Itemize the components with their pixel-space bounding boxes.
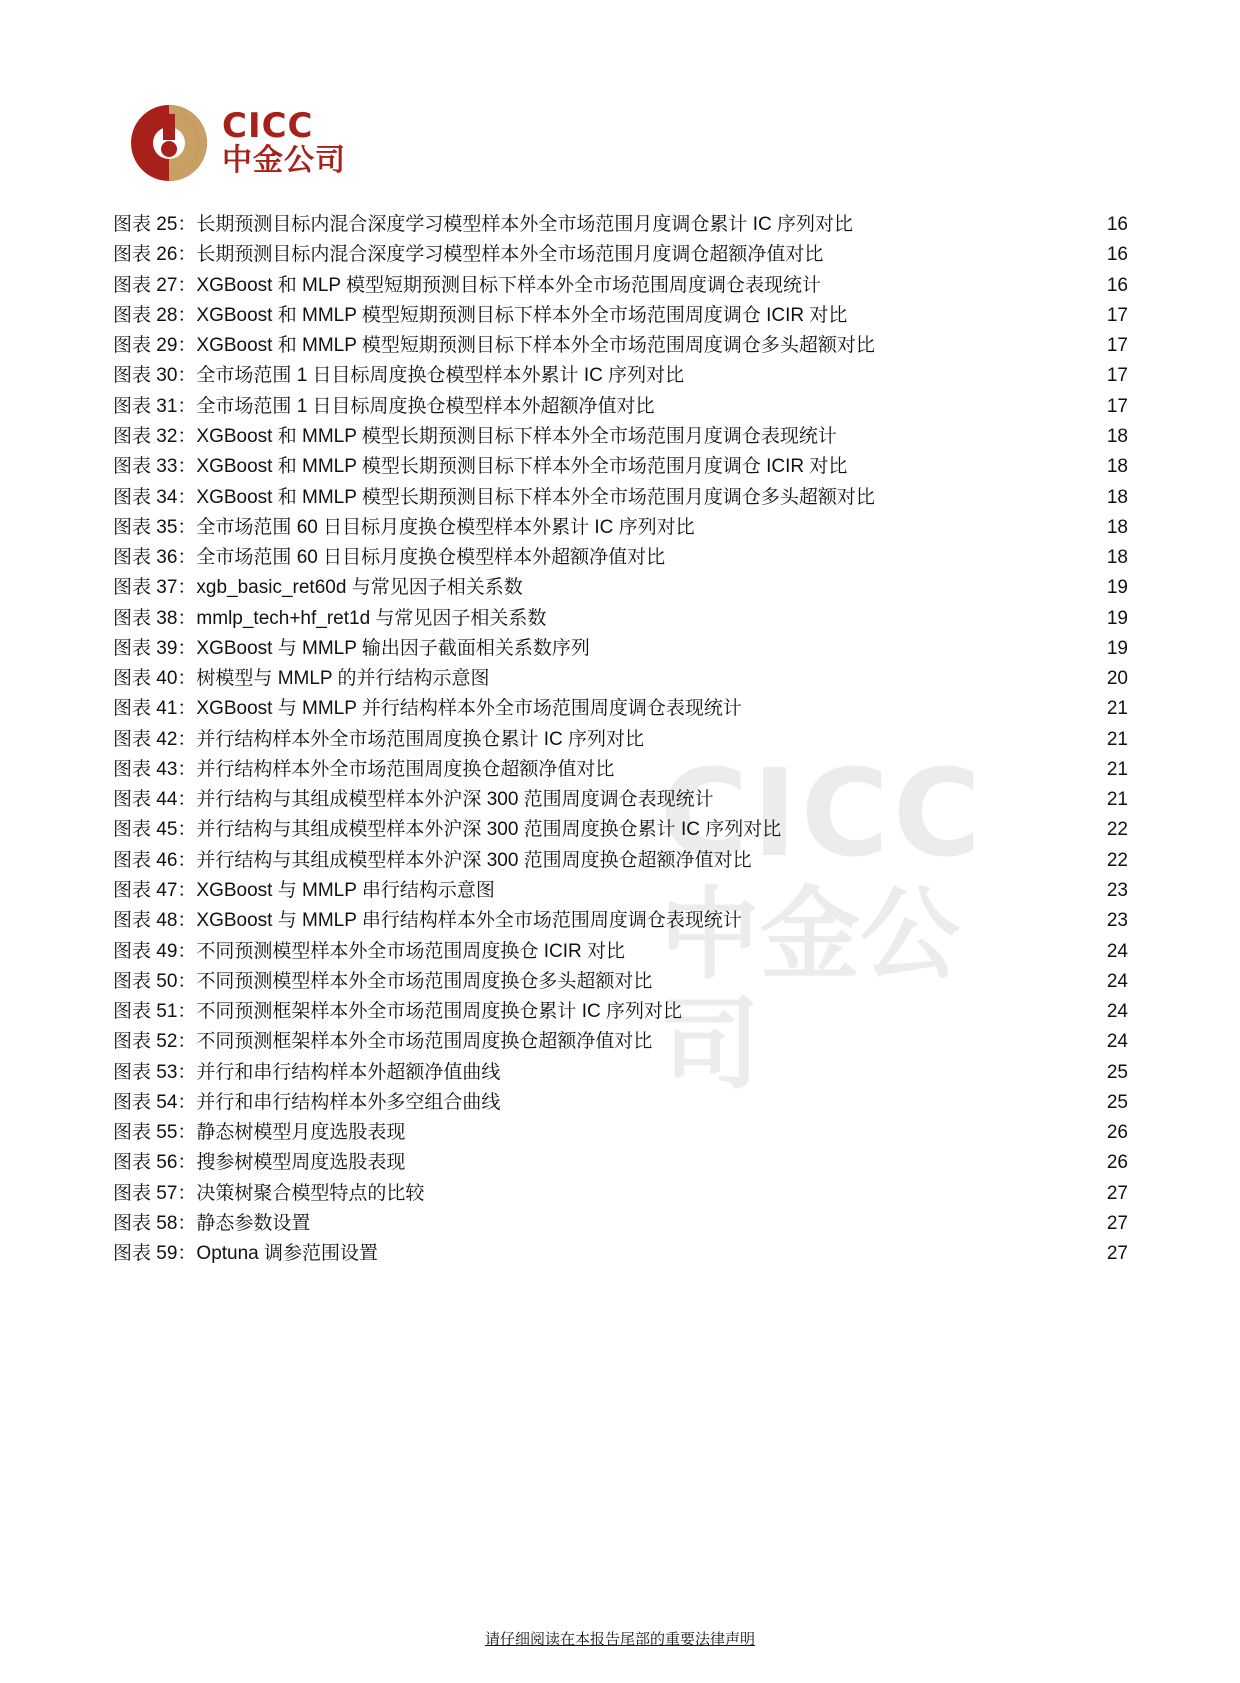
toc-entry[interactable] xyxy=(113,876,1128,906)
toc-entry-page: 24 xyxy=(1106,940,1128,962)
toc-entry-page: 17 xyxy=(1106,335,1128,357)
toc-entry-page: 25 xyxy=(1106,1091,1128,1113)
toc-entry-title[interactable]: 图表 44：并行结构与其组成模型样本外沪深 300 范围周度调仓表现统计 xyxy=(113,789,714,811)
toc-entry[interactable] xyxy=(113,573,1128,603)
footer xyxy=(0,1628,1240,1649)
toc-entry-title[interactable]: 图表 34：XGBoost 和 MMLP 模型长期预测目标下样本外全市场范围月度调仓多头超额对比 xyxy=(113,486,875,508)
logo-text-en: CICC xyxy=(222,106,314,146)
toc-entry[interactable] xyxy=(113,1027,1128,1057)
toc-entry-page: 26 xyxy=(1106,1152,1128,1174)
toc-entry[interactable] xyxy=(113,664,1128,694)
toc-entry-page: 16 xyxy=(1106,244,1128,266)
toc-entry-title[interactable]: 图表 32：XGBoost 和 MMLP 模型长期预测目标下样本外全市场范围月度调仓表现统计 xyxy=(113,425,837,447)
toc-entry[interactable] xyxy=(113,301,1128,331)
toc-entry-page: 24 xyxy=(1106,970,1128,992)
toc-entry-title[interactable]: 图表 31：全市场范围 1 日目标周度换仓模型样本外超额净值对比 xyxy=(113,395,655,417)
cicc-logo xyxy=(130,104,360,186)
toc-entry-title[interactable]: 图表 58：静态参数设置 xyxy=(113,1212,311,1234)
toc-entry-title[interactable]: 图表 25：长期预测目标内混合深度学习模型样本外全市场范围月度调仓累计 IC 序列对比 xyxy=(113,214,853,236)
toc-entry[interactable] xyxy=(113,846,1128,876)
toc-entry-page: 17 xyxy=(1106,365,1128,387)
toc-entry-page: 19 xyxy=(1106,607,1128,629)
toc-entry-title[interactable]: 图表 40：树模型与 MMLP 的并行结构示意图 xyxy=(113,668,490,690)
toc-entry-title[interactable]: 图表 51：不同预测框架样本外全市场范围周度换仓累计 IC 序列对比 xyxy=(113,1001,682,1023)
toc-entry[interactable] xyxy=(113,210,1128,240)
toc-entry-title[interactable]: 图表 33：XGBoost 和 MMLP 模型长期预测目标下样本外全市场范围月度调仓 ICIR 对比 xyxy=(113,456,848,478)
toc-entry-title[interactable]: 图表 50：不同预测模型样本外全市场范围周度换仓多头超额对比 xyxy=(113,970,653,992)
toc-entry[interactable] xyxy=(113,271,1128,301)
toc-entry-page: 18 xyxy=(1106,547,1128,569)
toc-entry-title[interactable]: 图表 41：XGBoost 与 MMLP 并行结构样本外全市场范围周度调仓表现统计 xyxy=(113,698,742,720)
toc-entry-title[interactable]: 图表 36：全市场范围 60 日目标月度换仓模型样本外超额净值对比 xyxy=(113,547,666,569)
toc-entry-page: 27 xyxy=(1106,1212,1128,1234)
toc-entry-title[interactable]: 图表 38：mmlp_tech+hf_ret1d 与常见因子相关系数 xyxy=(113,607,547,629)
toc-entry-page: 23 xyxy=(1106,910,1128,932)
toc-entry[interactable] xyxy=(113,755,1128,785)
toc-entry-title[interactable]: 图表 42：并行结构样本外全市场范围周度换仓累计 IC 序列对比 xyxy=(113,728,644,750)
toc-entry[interactable] xyxy=(113,452,1128,482)
toc-entry-page: 17 xyxy=(1106,395,1128,417)
toc-entry-page: 25 xyxy=(1106,1061,1128,1083)
toc-entry[interactable] xyxy=(113,1118,1128,1148)
toc-entry-page: 18 xyxy=(1106,456,1128,478)
toc-entry-title[interactable]: 图表 56：搜参树模型周度选股表现 xyxy=(113,1152,406,1174)
toc-entry[interactable] xyxy=(113,694,1128,724)
watermark-cn: 中金公司 xyxy=(660,876,960,1103)
toc-entry[interactable] xyxy=(113,240,1128,270)
toc-entry-title[interactable]: 图表 57：决策树聚合模型特点的比较 xyxy=(113,1182,425,1204)
toc-entry-title[interactable]: 图表 52：不同预测框架样本外全市场范围周度换仓超额净值对比 xyxy=(113,1031,653,1053)
toc-entry[interactable] xyxy=(113,331,1128,361)
toc-entry-page: 22 xyxy=(1106,849,1128,871)
toc-entry-title[interactable]: 图表 47：XGBoost 与 MMLP 串行结构示意图 xyxy=(113,879,495,901)
figure-list xyxy=(113,210,1128,1269)
toc-entry-page: 24 xyxy=(1106,1031,1128,1053)
toc-entry[interactable] xyxy=(113,936,1128,966)
toc-entry[interactable] xyxy=(113,1057,1128,1087)
toc-entry-page: 21 xyxy=(1106,698,1128,720)
toc-entry-page: 20 xyxy=(1106,668,1128,690)
toc-entry[interactable] xyxy=(113,1088,1128,1118)
toc-entry[interactable] xyxy=(113,513,1128,543)
toc-entry-page: 21 xyxy=(1106,758,1128,780)
toc-entry-page: 21 xyxy=(1106,789,1128,811)
legal-disclaimer-link[interactable]: 请仔细阅读在本报告尾部的重要法律声明 xyxy=(484,1631,755,1648)
cicc-logo-mark-icon xyxy=(130,104,208,182)
toc-entry-page: 16 xyxy=(1106,274,1128,296)
toc-entry[interactable] xyxy=(113,1148,1128,1178)
toc-entry-page: 21 xyxy=(1106,728,1128,750)
toc-entry[interactable] xyxy=(113,1239,1128,1269)
toc-entry-title[interactable]: 图表 55：静态树模型月度选股表现 xyxy=(113,1122,406,1144)
toc-entry[interactable] xyxy=(113,1179,1128,1209)
toc-entry[interactable] xyxy=(113,785,1128,815)
toc-entry-title[interactable]: 图表 49：不同预测模型样本外全市场范围周度换仓 ICIR 对比 xyxy=(113,940,625,962)
toc-entry-title[interactable]: 图表 28：XGBoost 和 MMLP 模型短期预测目标下样本外全市场范围周度调仓 ICIR 对比 xyxy=(113,304,848,326)
toc-entry[interactable] xyxy=(113,967,1128,997)
toc-entry-page: 26 xyxy=(1106,1122,1128,1144)
toc-entry[interactable] xyxy=(113,422,1128,452)
toc-entry-page: 24 xyxy=(1106,1001,1128,1023)
toc-entry-title[interactable]: 图表 30：全市场范围 1 日目标周度换仓模型样本外累计 IC 序列对比 xyxy=(113,365,685,387)
toc-entry-title[interactable]: 图表 35：全市场范围 60 日目标月度换仓模型样本外累计 IC 序列对比 xyxy=(113,516,695,538)
toc-entry[interactable] xyxy=(113,997,1128,1027)
toc-entry[interactable] xyxy=(113,634,1128,664)
toc-entry-page: 22 xyxy=(1106,819,1128,841)
toc-entry[interactable] xyxy=(113,482,1128,512)
toc-entry-title[interactable]: 图表 39：XGBoost 与 MMLP 输出因子截面相关系数序列 xyxy=(113,637,590,659)
toc-entry-page: 27 xyxy=(1106,1182,1128,1204)
toc-entry-title[interactable]: 图表 45：并行结构与其组成模型样本外沪深 300 范围周度换仓累计 IC 序列对比 xyxy=(113,819,782,841)
toc-entry-title[interactable]: 图表 29：XGBoost 和 MMLP 模型短期预测目标下样本外全市场范围周度调仓多头超额对比 xyxy=(113,335,875,357)
toc-entry-page: 18 xyxy=(1106,516,1128,538)
toc-entry-title[interactable]: 图表 48：XGBoost 与 MMLP 串行结构样本外全市场范围周度调仓表现统计 xyxy=(113,910,742,932)
toc-entry-title[interactable]: 图表 27：XGBoost 和 MLP 模型短期预测目标下样本外全市场范围周度调仓表现统计 xyxy=(113,274,822,296)
toc-entry[interactable] xyxy=(113,543,1128,573)
toc-entry-title[interactable]: 图表 54：并行和串行结构样本外多空组合曲线 xyxy=(113,1091,501,1113)
toc-entry[interactable] xyxy=(113,815,1128,845)
toc-entry-page: 27 xyxy=(1106,1243,1128,1265)
toc-entry-title[interactable]: 图表 46：并行结构与其组成模型样本外沪深 300 范围周度换仓超额净值对比 xyxy=(113,849,752,871)
toc-entry-title[interactable]: 图表 37：xgb_basic_ret60d 与常见因子相关系数 xyxy=(113,577,523,599)
toc-entry[interactable] xyxy=(113,603,1128,633)
logo-text-cn: 中金公司 xyxy=(222,143,346,178)
toc-entry-page: 18 xyxy=(1106,486,1128,508)
toc-entry[interactable] xyxy=(113,906,1128,936)
toc-entry-page: 16 xyxy=(1106,214,1128,236)
toc-entry-title[interactable]: 图表 26：长期预测目标内混合深度学习模型样本外全市场范围月度调仓超额净值对比 xyxy=(113,244,824,266)
toc-entry-page: 18 xyxy=(1106,425,1128,447)
toc-entry-title[interactable]: 图表 43：并行结构样本外全市场范围周度换仓超额净值对比 xyxy=(113,758,615,780)
toc-entry[interactable] xyxy=(113,361,1128,391)
toc-entry-title[interactable]: 图表 53：并行和串行结构样本外超额净值曲线 xyxy=(113,1061,501,1083)
toc-entry-title[interactable]: 图表 59：Optuna 调参范围设置 xyxy=(113,1243,379,1265)
toc-entry[interactable] xyxy=(113,392,1128,422)
toc-entry-page: 23 xyxy=(1106,879,1128,901)
toc-entry-page: 17 xyxy=(1106,304,1128,326)
watermark-en: CICC xyxy=(660,745,985,884)
toc-entry[interactable] xyxy=(113,1209,1128,1239)
toc-entry[interactable] xyxy=(113,725,1128,755)
toc-entry-page: 19 xyxy=(1106,577,1128,599)
toc-entry-page: 19 xyxy=(1106,637,1128,659)
